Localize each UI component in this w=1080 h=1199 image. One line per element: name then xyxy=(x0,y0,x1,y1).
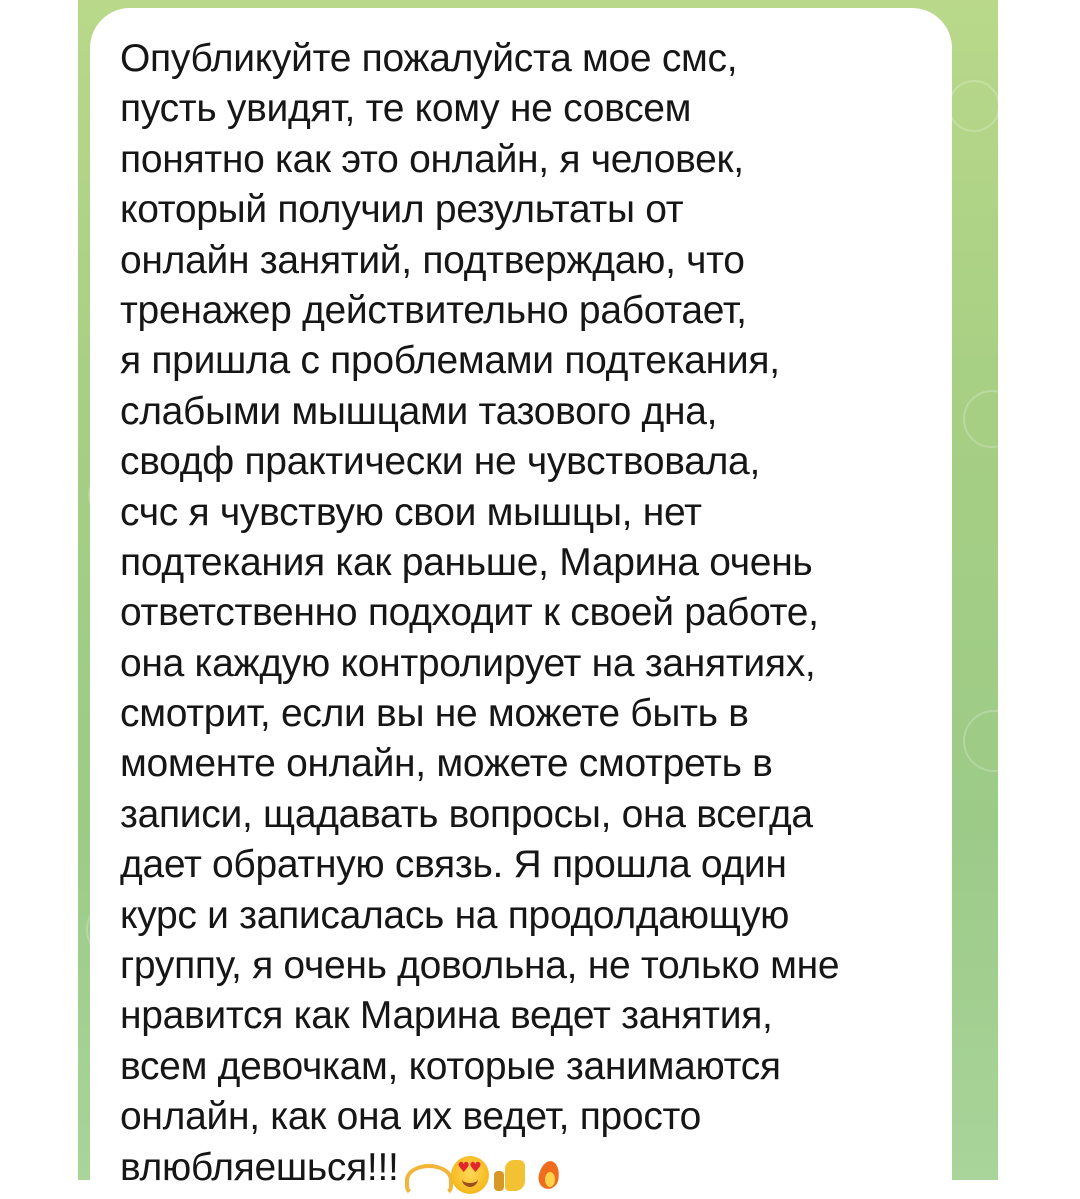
message-line: сводф практически не чувствовала, xyxy=(120,440,760,484)
message-line: понятно как это онлайн, я человек, xyxy=(120,137,744,181)
message-last-line xyxy=(120,1143,940,1193)
message-line: нравится как Марина ведет занятия, xyxy=(120,994,773,1038)
message-line: онлайн, как она их ведет, просто xyxy=(120,1095,702,1139)
background-doodle xyxy=(963,710,998,772)
background-doodle xyxy=(963,390,998,448)
message-line: онлайн занятий, подтверждаю, что xyxy=(120,238,745,282)
message-line: моменте онлайн, можете смотреть в xyxy=(120,742,773,786)
thumbs-up-icon xyxy=(491,1156,529,1194)
message-line-text: влюбляешься!!! xyxy=(120,1145,399,1189)
message-text xyxy=(120,34,940,1193)
message-line: я пришла с проблемами подтекания, xyxy=(120,339,780,383)
message-line: тренажер действительно работает, xyxy=(120,288,747,332)
message-line: дает обратную связь. Я прошла один xyxy=(120,843,787,887)
message-line: всем девочкам, которые занимаются xyxy=(120,1044,781,1088)
message-line: слабыми мышцами тазового дна, xyxy=(120,389,718,433)
fire-icon xyxy=(531,1156,565,1194)
background-doodle xyxy=(948,80,998,132)
message-line: счс я чувствую свои мышцы, нет xyxy=(120,490,702,534)
message-line: курс и записалась на продолдающую xyxy=(120,893,790,937)
message-line: который получил результаты от xyxy=(120,188,684,232)
message-line: ответственно подходит к своей работе, xyxy=(120,591,819,635)
emoji-group xyxy=(401,1149,567,1199)
message-line: группу, я очень довольна, не только мне xyxy=(120,944,840,988)
message-line: смотрит, если вы не можете быть в xyxy=(120,692,749,736)
heart-eyes-icon xyxy=(451,1156,489,1194)
message-line: записи, щадавать вопросы, она всегда xyxy=(120,792,813,836)
message-line: она каждую контролирует на занятиях, xyxy=(120,641,816,685)
heart-hands-icon xyxy=(401,1156,449,1194)
message-line: Опубликуйте пожалуйста мое смс, xyxy=(120,37,738,80)
message-line: пусть увидят, те кому не совсем xyxy=(120,87,692,131)
message-line: подтекания как раньше, Марина очень xyxy=(120,540,813,584)
